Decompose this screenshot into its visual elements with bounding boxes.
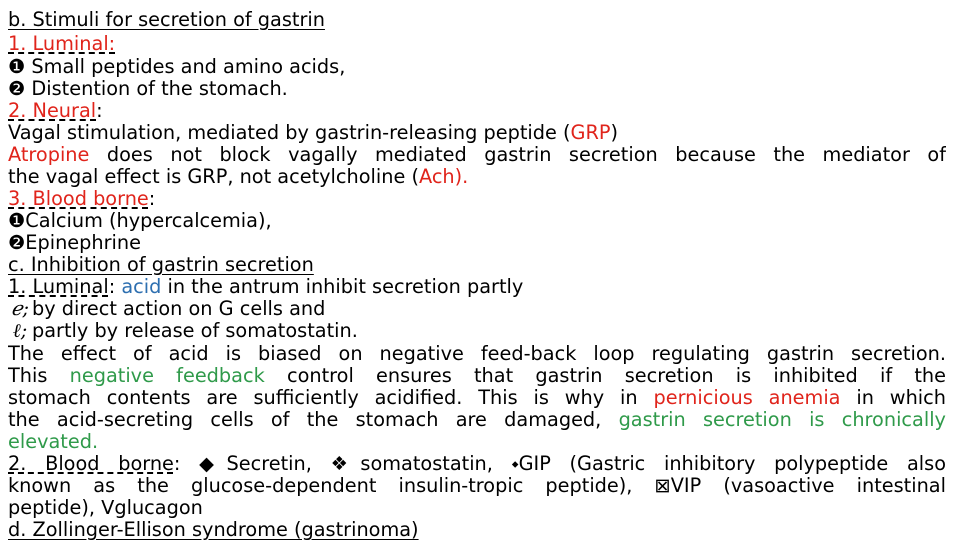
heading-zollinger-text: d. Zollinger-Ellison syndrome (gastrinoma): [8, 519, 419, 541]
bullet-e-icon: ℯ;: [11, 298, 29, 320]
inhib-blood-borne-heading: 2. Blood borne: [8, 453, 174, 475]
luminal-heading: [8, 33, 946, 55]
negative-feedback-term: negative feedback: [69, 365, 265, 387]
heading-stimuli-text: b. Stimuli for secretion of gastrin: [8, 9, 325, 31]
paragraph-line-3c: in which: [840, 387, 946, 409]
luminal-heading-text: 1. Luminal:: [8, 33, 116, 55]
atropine-term: Atropine: [8, 144, 90, 166]
peptide-close-text: peptide),: [8, 497, 102, 519]
atropine-text: does not block vagally mediated gastrin secretion because the mediator of: [89, 144, 946, 166]
vagal-effect-line: [8, 166, 946, 188]
boxed-x-icon: ⊠: [654, 475, 671, 497]
secretin-text: Secretin,: [226, 453, 331, 475]
somatostatin-item: [8, 320, 946, 342]
direct-action-item: [8, 298, 946, 320]
small-diamond-icon: ⬩: [511, 453, 519, 475]
epinephrine-item-text: Epinephrine: [25, 232, 141, 254]
paragraph-line-5: [8, 431, 946, 453]
heading-inhibition-text: c. Inhibition of gastrin secretion: [8, 254, 314, 276]
stim-item-peptides-text: Small peptides and amino acids,: [25, 56, 346, 78]
blood-borne-colon: :: [148, 188, 156, 210]
number-two-icon: ❷: [8, 78, 26, 100]
number-one-icon: ❶: [8, 210, 26, 232]
inhib-luminal-line: [8, 276, 946, 298]
diamond-icon: ◆: [199, 453, 227, 475]
neural-colon: :: [96, 100, 103, 122]
glucagon-text: glucagon: [114, 497, 203, 519]
gip-continued-text: known as the glucose-dependent insulin-tropic peptide),: [8, 475, 655, 497]
elevated-term: elevated.: [8, 431, 99, 453]
epinephrine-item: [8, 232, 946, 254]
inhib-blood-borne-colon: :: [173, 453, 200, 475]
vagal-effect-text: the vagal effect is GRP, not acetylcholine (: [8, 166, 419, 188]
neural-heading: [8, 100, 946, 122]
paragraph-line-1-text: The effect of acid is biased on negative feed-back loop regulating gastrin secretion.: [8, 343, 946, 365]
direct-action-text: by direct action on G cells and: [32, 298, 326, 320]
paragraph-line-3: [8, 387, 946, 409]
inhib-luminal-colon: :: [108, 276, 122, 298]
y-bullet-icon: ⴸ: [101, 497, 115, 519]
paragraph-line-2c: control ensures that gastrin secretion is inhibited if the: [264, 365, 946, 387]
stim-item-distention-text: Distention of the stomach.: [25, 78, 288, 100]
blood-borne-heading: [8, 188, 946, 210]
calcium-item: [8, 210, 946, 232]
heading-stimuli: [8, 9, 946, 31]
vagal-close-paren: ): [610, 122, 619, 144]
atropine-line: [8, 144, 946, 166]
number-two-icon: ❷: [8, 232, 26, 254]
paragraph-line-2a: This: [8, 365, 70, 387]
inhib-blood-borne-line: [8, 453, 946, 475]
ach-term: Ach).: [418, 166, 469, 188]
stim-item-distention: [8, 78, 946, 100]
acid-term: acid: [121, 276, 162, 298]
neural-heading-text: 2. Neural: [8, 100, 97, 122]
pernicious-anemia-term: pernicious anemia: [653, 387, 841, 409]
grp-term: GRP: [570, 122, 611, 144]
somatostatin-text: partly by release of somatostatin.: [32, 320, 358, 342]
paragraph-line-4: [8, 409, 946, 431]
paragraph-line-4a: the acid-secreting cells of the stomach are damaged,: [8, 409, 619, 431]
gip-continued-line: [8, 475, 946, 497]
number-one-icon: ❶: [8, 56, 26, 78]
blood-borne-heading-text: 3. Blood borne: [8, 188, 149, 210]
paragraph-line-1: [8, 343, 946, 365]
gip-text: GIP (Gastric inhibitory polypeptide also: [518, 453, 946, 475]
calcium-item-text: Calcium (hypercalcemia),: [25, 210, 272, 232]
somatostatin-hormone-text: somatostatin,: [360, 453, 512, 475]
vip-text: VIP (vasoactive intestinal: [670, 475, 946, 497]
glucagon-line: [8, 497, 946, 519]
stim-item-peptides: [8, 56, 946, 78]
vagal-text: Vagal stimulation, mediated by gastrin-releasing peptide (: [8, 122, 571, 144]
inhib-luminal-text: in the antrum inhibit secretion partly: [161, 276, 524, 298]
four-diamond-icon: ❖: [330, 453, 361, 475]
paragraph-line-2: [8, 365, 946, 387]
inhib-luminal-heading: 1. Luminal: [8, 276, 109, 298]
paragraph-line-3a: stomach contents are sufficiently acidified. This is why in: [8, 387, 654, 409]
vagal-line: [8, 122, 946, 144]
heading-inhibition: [8, 254, 946, 276]
bullet-k-icon: ℓ;: [12, 320, 28, 342]
chronic-elevation-term: gastrin secretion is chronically: [618, 409, 946, 431]
heading-zollinger: [8, 519, 946, 541]
